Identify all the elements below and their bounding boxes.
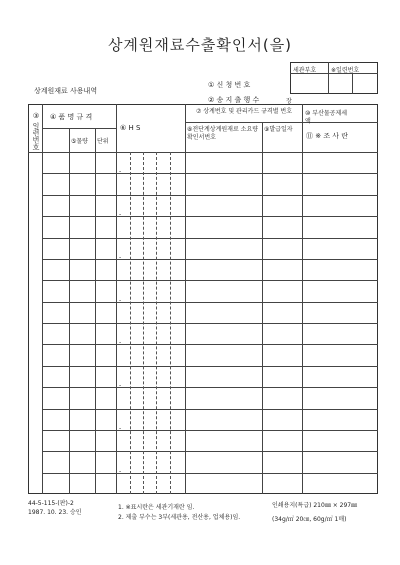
table-row-line [42,451,378,452]
unit-header: 단위 [97,138,109,145]
table-row-line [42,173,378,174]
table-row-line [42,344,378,345]
hs-dash: - [119,468,122,475]
note-2: 2. 제출 부수는 3부(세관용, 전산용, 업체용)임. [118,514,241,521]
pre-stage-header: ⑧전단계상계원재료 소요량확인서번호 [187,126,259,141]
table-row-line [42,238,378,239]
paper-spec-2: (34g/㎡ 20㎝, 60g/㎡ 1매) [272,516,347,523]
page-title: 상계원재료수출확인서(을) [107,36,293,54]
attached-sheets-label: ② 송 지 출 행 수 [208,96,260,104]
hs-divider [130,152,131,494]
hs-header: ⑥ H S [120,124,141,132]
hs-divider [170,152,171,494]
inspection-header: ⑪ ※ 조 사 란 [306,132,349,140]
hs-dash: - [119,297,122,304]
main-table [28,104,378,494]
form-number: 44-5-115-(판)-2 [28,500,74,507]
hs-dash: - [119,339,122,346]
hs-dash: - [119,211,122,218]
customs-code-label: 세관부호 [293,67,317,74]
quantity-header: ⑤물량 [71,138,88,145]
note-1: 1. ※표시란은 세관기재란 임. [118,504,195,511]
table-row-line [42,430,378,431]
seq-header: ③ 일련번호 [32,112,40,151]
issue-date-header: ⑨발급일자 [264,126,293,133]
offset-no-header: ⑦ 상계번호 및 관리카드 규격별 번호 [195,108,293,115]
table-row-line [42,216,378,217]
table-row-line [42,259,378,260]
table-row-line [42,195,378,196]
byproduct-header: ⑩ 부산물공제세 [305,110,348,117]
table-row-line [42,387,378,388]
hs-dash: - [119,254,122,261]
approval-date: 1987. 10. 23. 승인 [28,509,82,516]
table-row-line [42,302,378,303]
table-row-line [42,280,378,281]
serial-no-label: ※일련번호 [331,67,360,74]
attached-suffix: 장 [286,98,292,105]
hs-dash: - [119,382,122,389]
hs-dash: - [119,168,122,175]
table-row-line [42,409,378,410]
table-row-line [42,323,378,324]
applicant-no-label: ① 신 청 번 호 [208,81,251,89]
byproduct-suffix: 액 [305,118,311,125]
usage-label: 상계원재료 사용내역 [34,87,98,95]
item-spec-header: ④ 품 명 규 격 [50,113,93,121]
table-row-line [42,473,378,474]
paper-spec: 인쇄용지(특급) 210㎜ × 297㎜ [272,502,358,509]
hs-divider [143,152,144,494]
table-row-line [42,366,378,367]
hs-dash: - [119,425,122,432]
hs-divider [156,152,157,494]
